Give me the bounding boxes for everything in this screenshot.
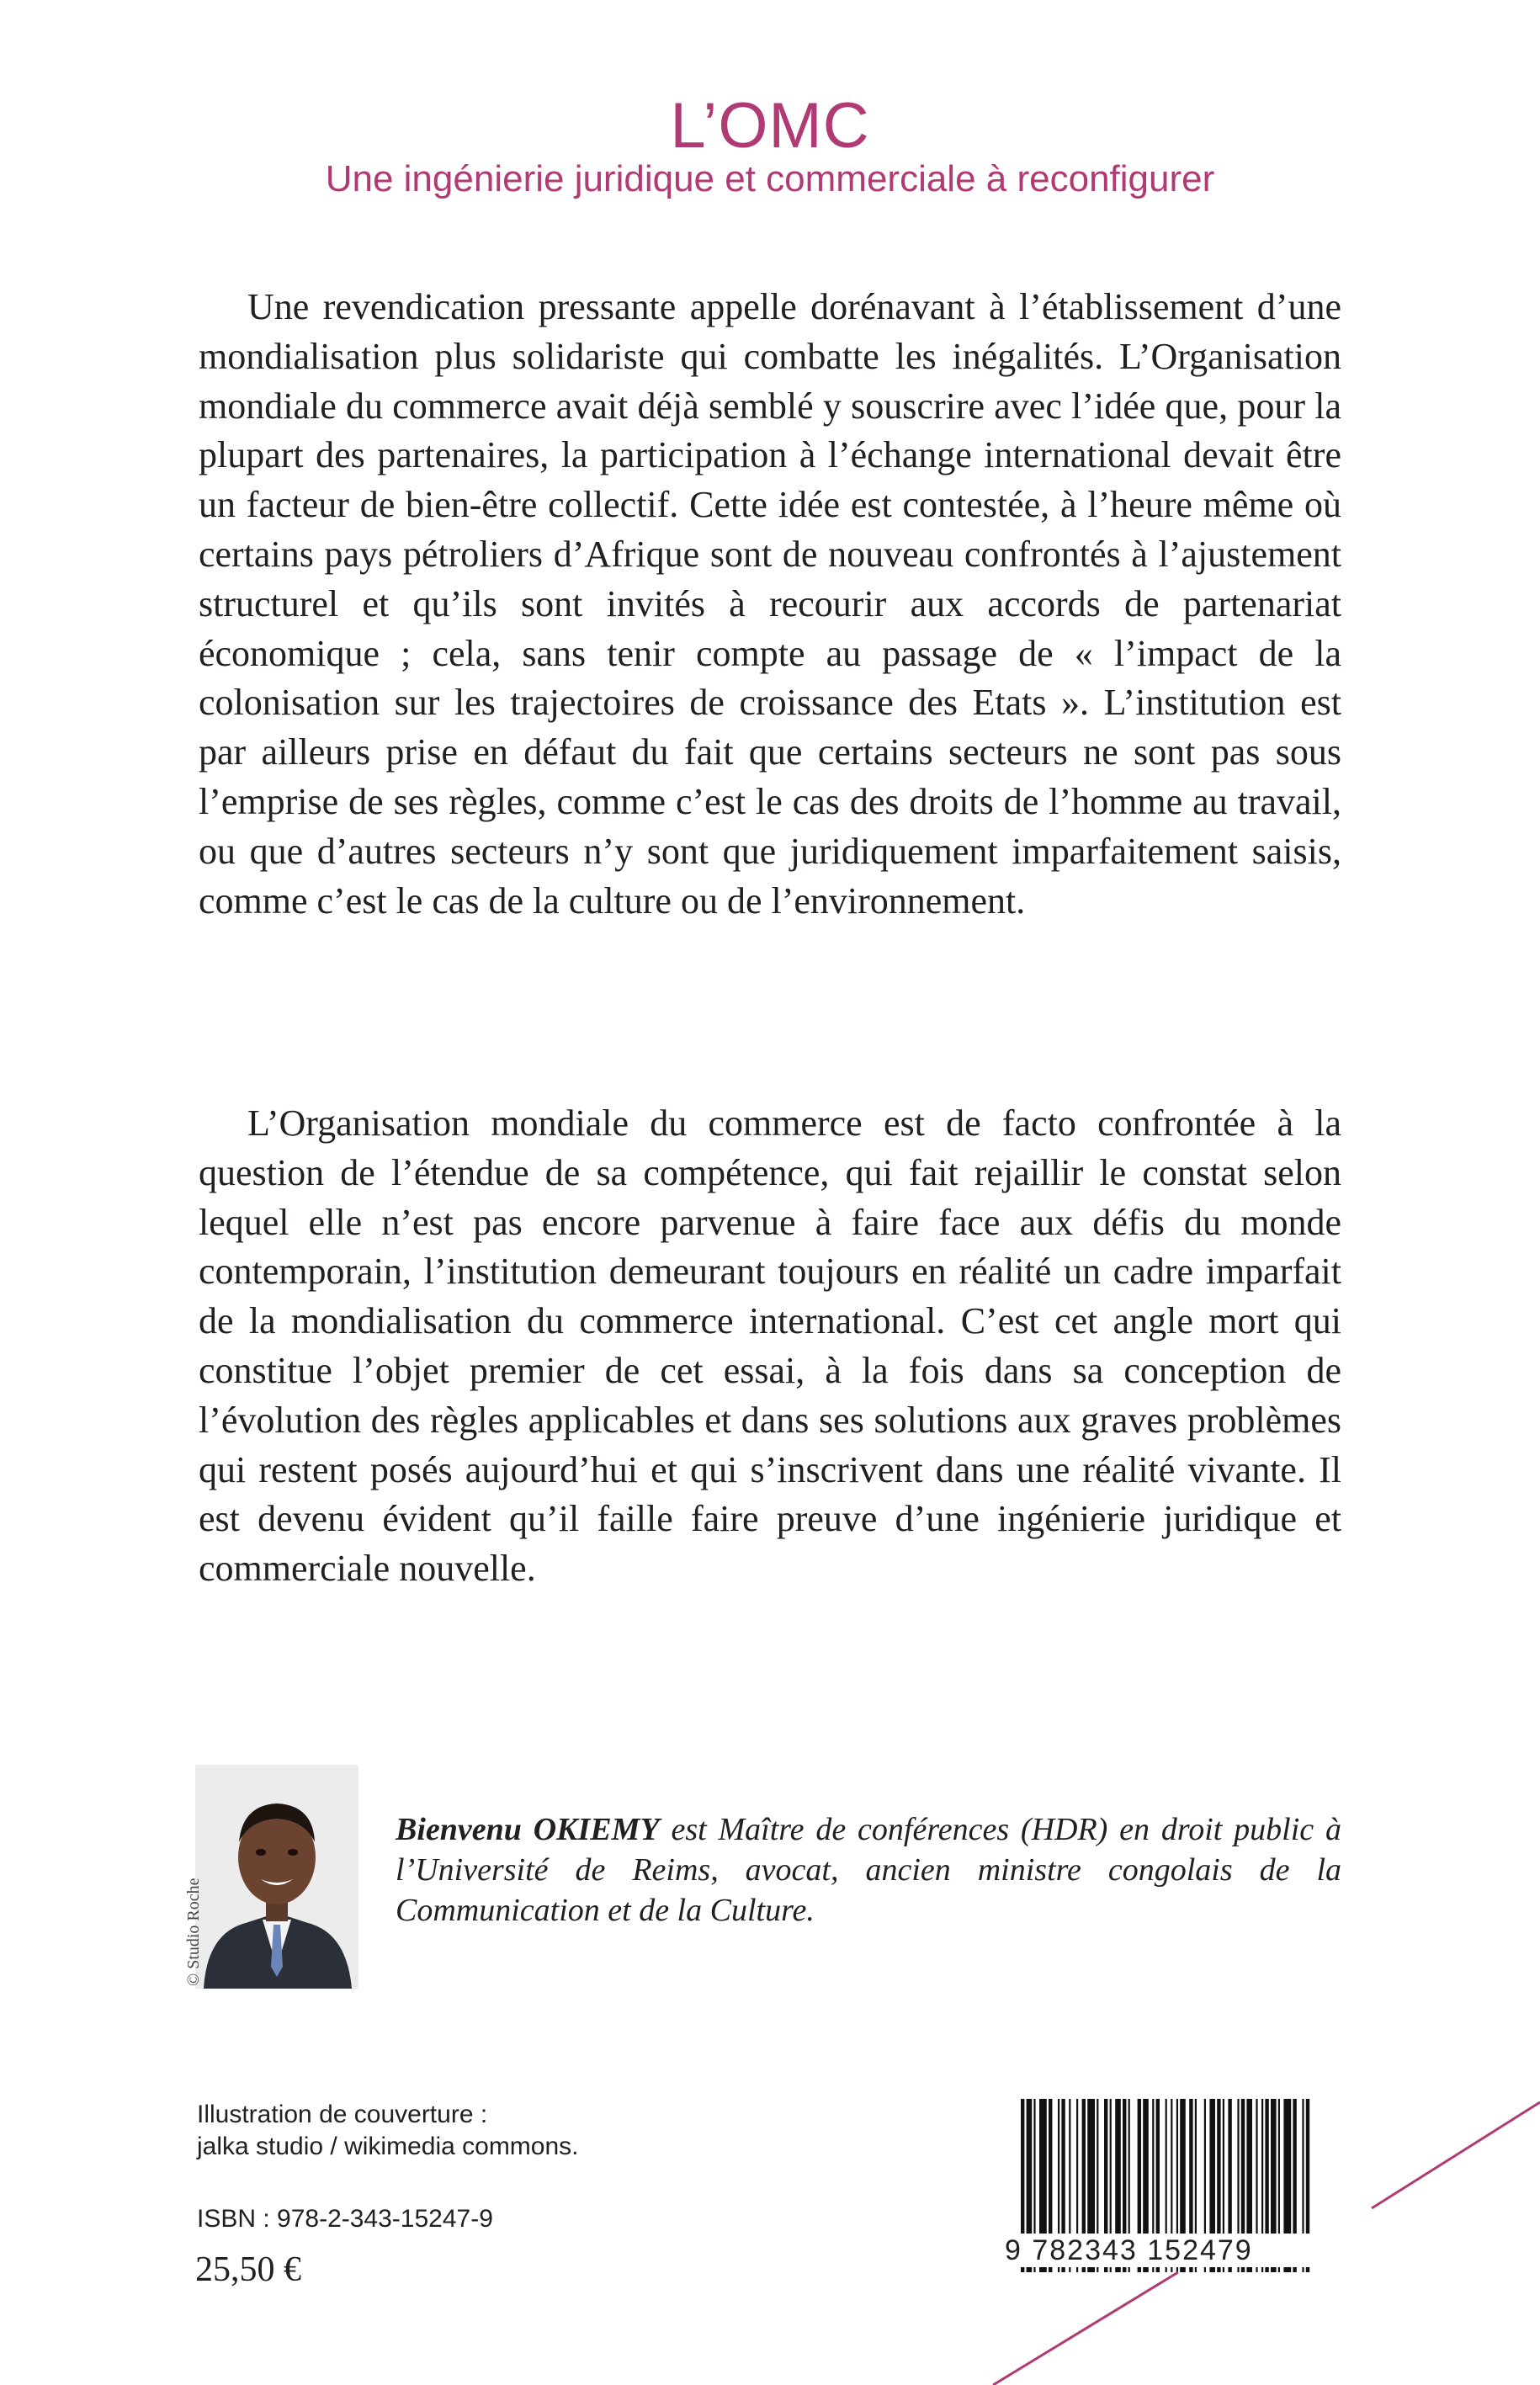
author-bio-text: est Maître de conférences (HDR) en droit public à l’Université de Reims, avocat, ancien ministre congolais de la Communication et de la Culture. [396, 1812, 1341, 1928]
author-photo [195, 1765, 358, 1989]
illustration-source: jalka studio / wikimedia commons. [197, 2133, 579, 2160]
blurb-paragraph-2 [199, 1099, 1341, 1594]
barcode-number: 9 782343 152479 [1001, 2234, 1325, 2267]
illustration-label: Illustration de couverture : [197, 2101, 488, 2128]
book-subtitle: Une ingénierie juridique et commerciale à reconfigurer [325, 158, 1215, 199]
author-name: Bienvenu OKIEMY [396, 1812, 660, 1847]
isbn: ISBN : 978-2-343-15247-9 [197, 2205, 493, 2233]
author-bio [396, 1809, 1341, 1931]
book-title: L’OMC [670, 90, 870, 162]
price: 25,50 € [195, 2250, 301, 2289]
accent-line-lower [993, 2272, 1178, 2385]
paragraph-text: L’Organisation mondiale du commerce est de facto confrontée à la question de l’étendue de sa compétence, qui fait rejaillir le constat selon lequel elle n’est pas encore parvenue à faire face aux défis du monde contemporain, l’institution demeurant toujours en réalité un cadre imparfait de la mondialisation du commerce international. C’est cet angle mort qui constitue l’objet premier de cet essai, à la fois dans sa conception de l’évolution des règles applicables et dans ses solutions aux graves problèmes qui restent posés aujourd’hui et qui s’inscrivent dans une réalité vivante. Il est devenu évident qu’il faille faire preuve d’une ingénierie juridique et commerciale nouvelle. [199, 1102, 1341, 1590]
accent-line-upper [1372, 2102, 1540, 2208]
paragraph-text: Une revendication pressante appelle dorénavant à l’établissement d’une mondialisation plus solidariste qui combatte les inégalités. L’Organisation mondiale du commerce avait déjà semblé y souscrire avec l’idée que, pour la plupart des partenaires, la participation à l’échange international devait être un facteur de bien-être collectif. Cette idée est contestée, à l’heure même où certains pays pétroliers d’Afrique sont de nouveau confrontés à l’ajustement structurel et qu’ils sont invités à recourir aux accords de partenariat économique ; cela, sans tenir compte au passage de « l’impact de la colonisation sur les trajectoires de croissance des Etats ». L’institution est par ailleurs prise en défaut du fait que certains secteurs ne sont pas sous l’emprise de ses règles, comme c’est le cas des droits de l’homme au travail, ou que d’autres secteurs n’y sont que juridiquement imparfaitement saisis, comme c’est le cas de la culture ou de l’environnement. [199, 286, 1341, 922]
blurb-paragraph-1 [199, 283, 1341, 926]
photo-credit: © Studio Roche [184, 1878, 203, 1986]
cover-illustration-credit [197, 2099, 579, 2163]
